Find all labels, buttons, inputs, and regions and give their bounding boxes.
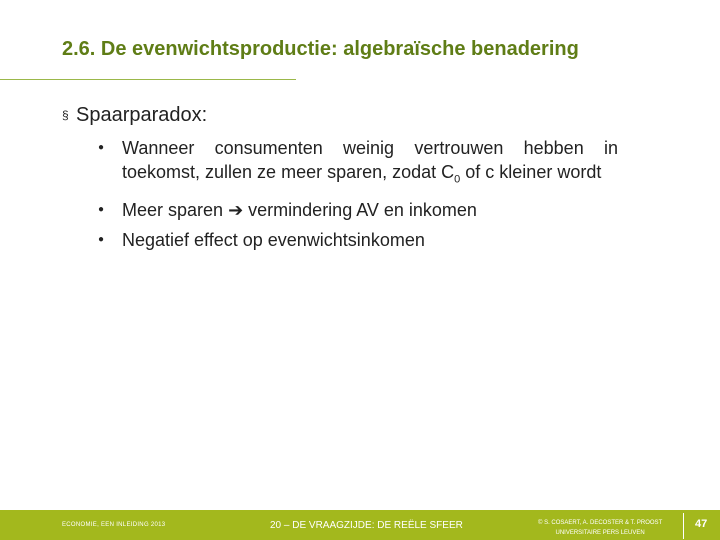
footer-copyright: © S. COSAERT, A. DECOSTER & T. PROOST UNIVERSITAIRE PERS LEUVEN bbox=[538, 520, 663, 536]
square-bullet-icon: § bbox=[62, 108, 69, 122]
footer-bar bbox=[0, 510, 720, 540]
page-number: 47 bbox=[695, 518, 708, 530]
footer-course-title: ECONOMIE, EEN INLEIDING 2013 bbox=[62, 522, 166, 528]
list-item bbox=[98, 136, 618, 192]
right-arrow-icon: ➔ bbox=[228, 199, 244, 220]
dot-bullet-icon: ● bbox=[98, 203, 105, 215]
list-item-text: Meer sparen ➔ vermindering AV en inkomen bbox=[122, 199, 477, 220]
list-item-text: Wanneer consumenten weinig vertrouwen hebben in toekomst, zullen ze meer sparen, zodat $C_0$ of c kleiner wordt bbox=[122, 138, 618, 186]
list-item-text: Negatief effect op evenwichtsinkomen bbox=[122, 229, 425, 250]
footer-divider bbox=[683, 513, 684, 539]
footer-chapter-title: 20 – DE VRAAGZIJDE: DE REËLE SFEER bbox=[270, 520, 463, 531]
main-bullet-text: Spaarparadox: bbox=[76, 104, 208, 126]
slide-title: 2.6. De evenwichtsproductie: algebraïsche benadering bbox=[62, 38, 579, 60]
list-item bbox=[98, 198, 618, 222]
title-divider bbox=[0, 79, 296, 80]
dot-bullet-icon: ● bbox=[98, 233, 105, 245]
sub-bullet-list bbox=[98, 136, 618, 258]
list-item bbox=[98, 228, 618, 252]
main-bullet bbox=[62, 104, 207, 127]
dot-bullet-icon: ● bbox=[98, 142, 105, 153]
